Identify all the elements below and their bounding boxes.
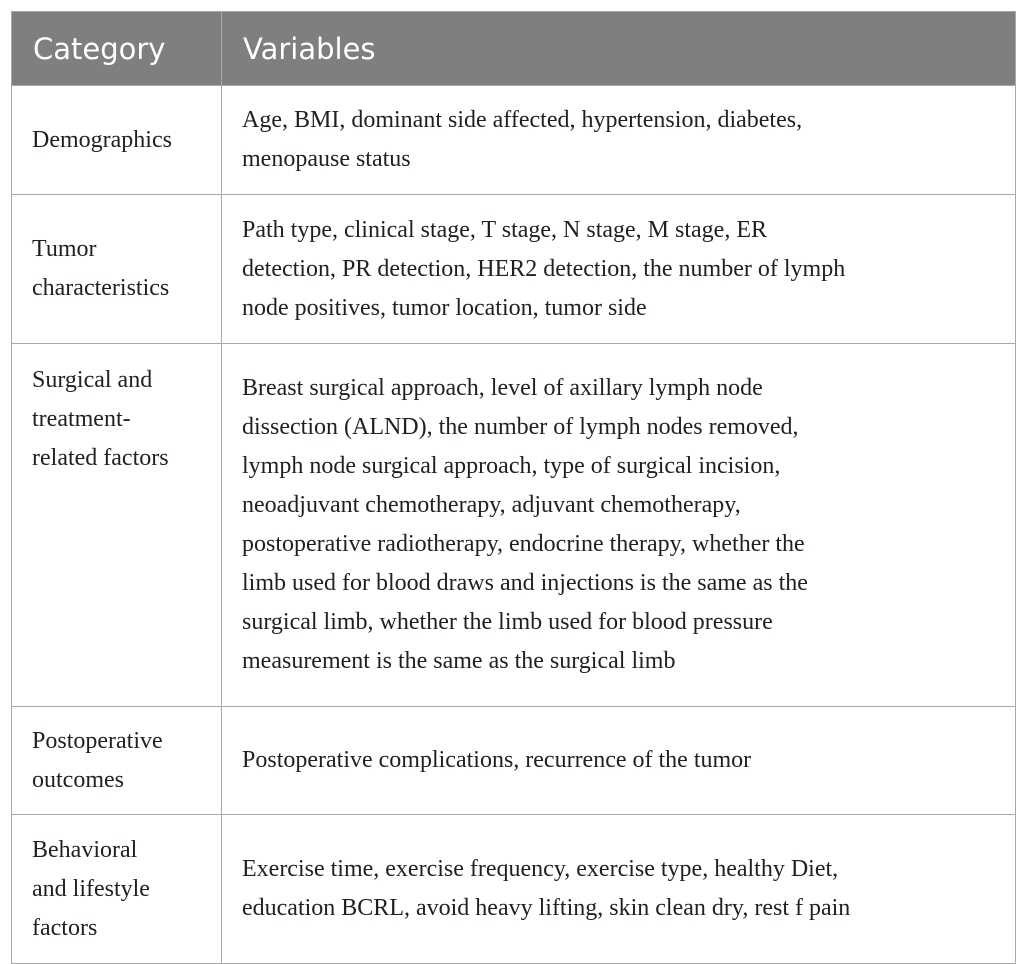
- variables-line: limb used for blood draws and injections is the same as the: [242, 570, 808, 596]
- category-cell: [12, 86, 222, 195]
- variables-cell: [222, 707, 1016, 815]
- category-line: Postoperative: [32, 727, 163, 754]
- variables-cell: [222, 815, 1016, 964]
- category-cell: [12, 195, 222, 344]
- table-row: [12, 86, 1016, 195]
- variables-line: Postoperative complications, recurrence of the tumor: [242, 747, 752, 773]
- category-line: treatment-: [32, 406, 131, 432]
- header-row: [12, 12, 1016, 86]
- variables-table: [11, 11, 1016, 964]
- variables-line: detection, PR detection, HER2 detection, the number of lymph: [242, 255, 846, 282]
- table-row: [12, 815, 1016, 964]
- category-line: factors: [32, 914, 98, 941]
- category-line: Demographics: [32, 126, 172, 153]
- variables-line: postoperative radiotherapy, endocrine therapy, whether the: [242, 531, 805, 557]
- variables-line: menopause status: [242, 146, 411, 172]
- variables-line: dissection (ALND), the number of lymph nodes removed,: [242, 414, 799, 440]
- category-line: Tumor: [32, 236, 97, 262]
- variables-line: Exercise time, exercise frequency, exercise type, healthy Diet,: [242, 856, 839, 882]
- category-cell: [12, 815, 222, 964]
- variables-line: Age, BMI, dominant side affected, hypertension, diabetes,: [242, 107, 803, 133]
- variables-cell: [222, 344, 1016, 707]
- variables-line: neoadjuvant chemotherapy, adjuvant chemotherapy,: [242, 492, 741, 518]
- variables-line: surgical limb, whether the limb used for blood pressure: [242, 609, 773, 635]
- header-category: Category: [12, 12, 222, 86]
- variables-line: Path type, clinical stage, T stage, N stage, M stage, ER: [242, 216, 767, 243]
- category-line: outcomes: [32, 766, 124, 793]
- variables-cell: [222, 195, 1016, 344]
- table-row: [12, 344, 1016, 707]
- category-line: and lifestyle: [32, 875, 150, 902]
- variables-line: education BCRL, avoid heavy lifting, skin clean dry, rest f pain: [242, 895, 851, 921]
- category-cell: [12, 707, 222, 815]
- table-row: [12, 707, 1016, 815]
- variables-line: node positives, tumor location, tumor side: [242, 294, 647, 321]
- header-variables: Variables: [222, 12, 1016, 86]
- variables-cell: [222, 86, 1016, 195]
- category-line: related factors: [32, 445, 169, 471]
- variables-line: lymph node surgical approach, type of surgical incision,: [242, 453, 781, 479]
- table-row: [12, 195, 1016, 344]
- category-line: Behavioral: [32, 836, 138, 863]
- category-cell: [12, 344, 222, 707]
- variables-line: Breast surgical approach, level of axillary lymph node: [242, 375, 763, 401]
- category-line: Surgical and: [32, 367, 153, 393]
- variables-line: measurement is the same as the surgical limb: [242, 648, 676, 674]
- category-line: characteristics: [32, 275, 170, 301]
